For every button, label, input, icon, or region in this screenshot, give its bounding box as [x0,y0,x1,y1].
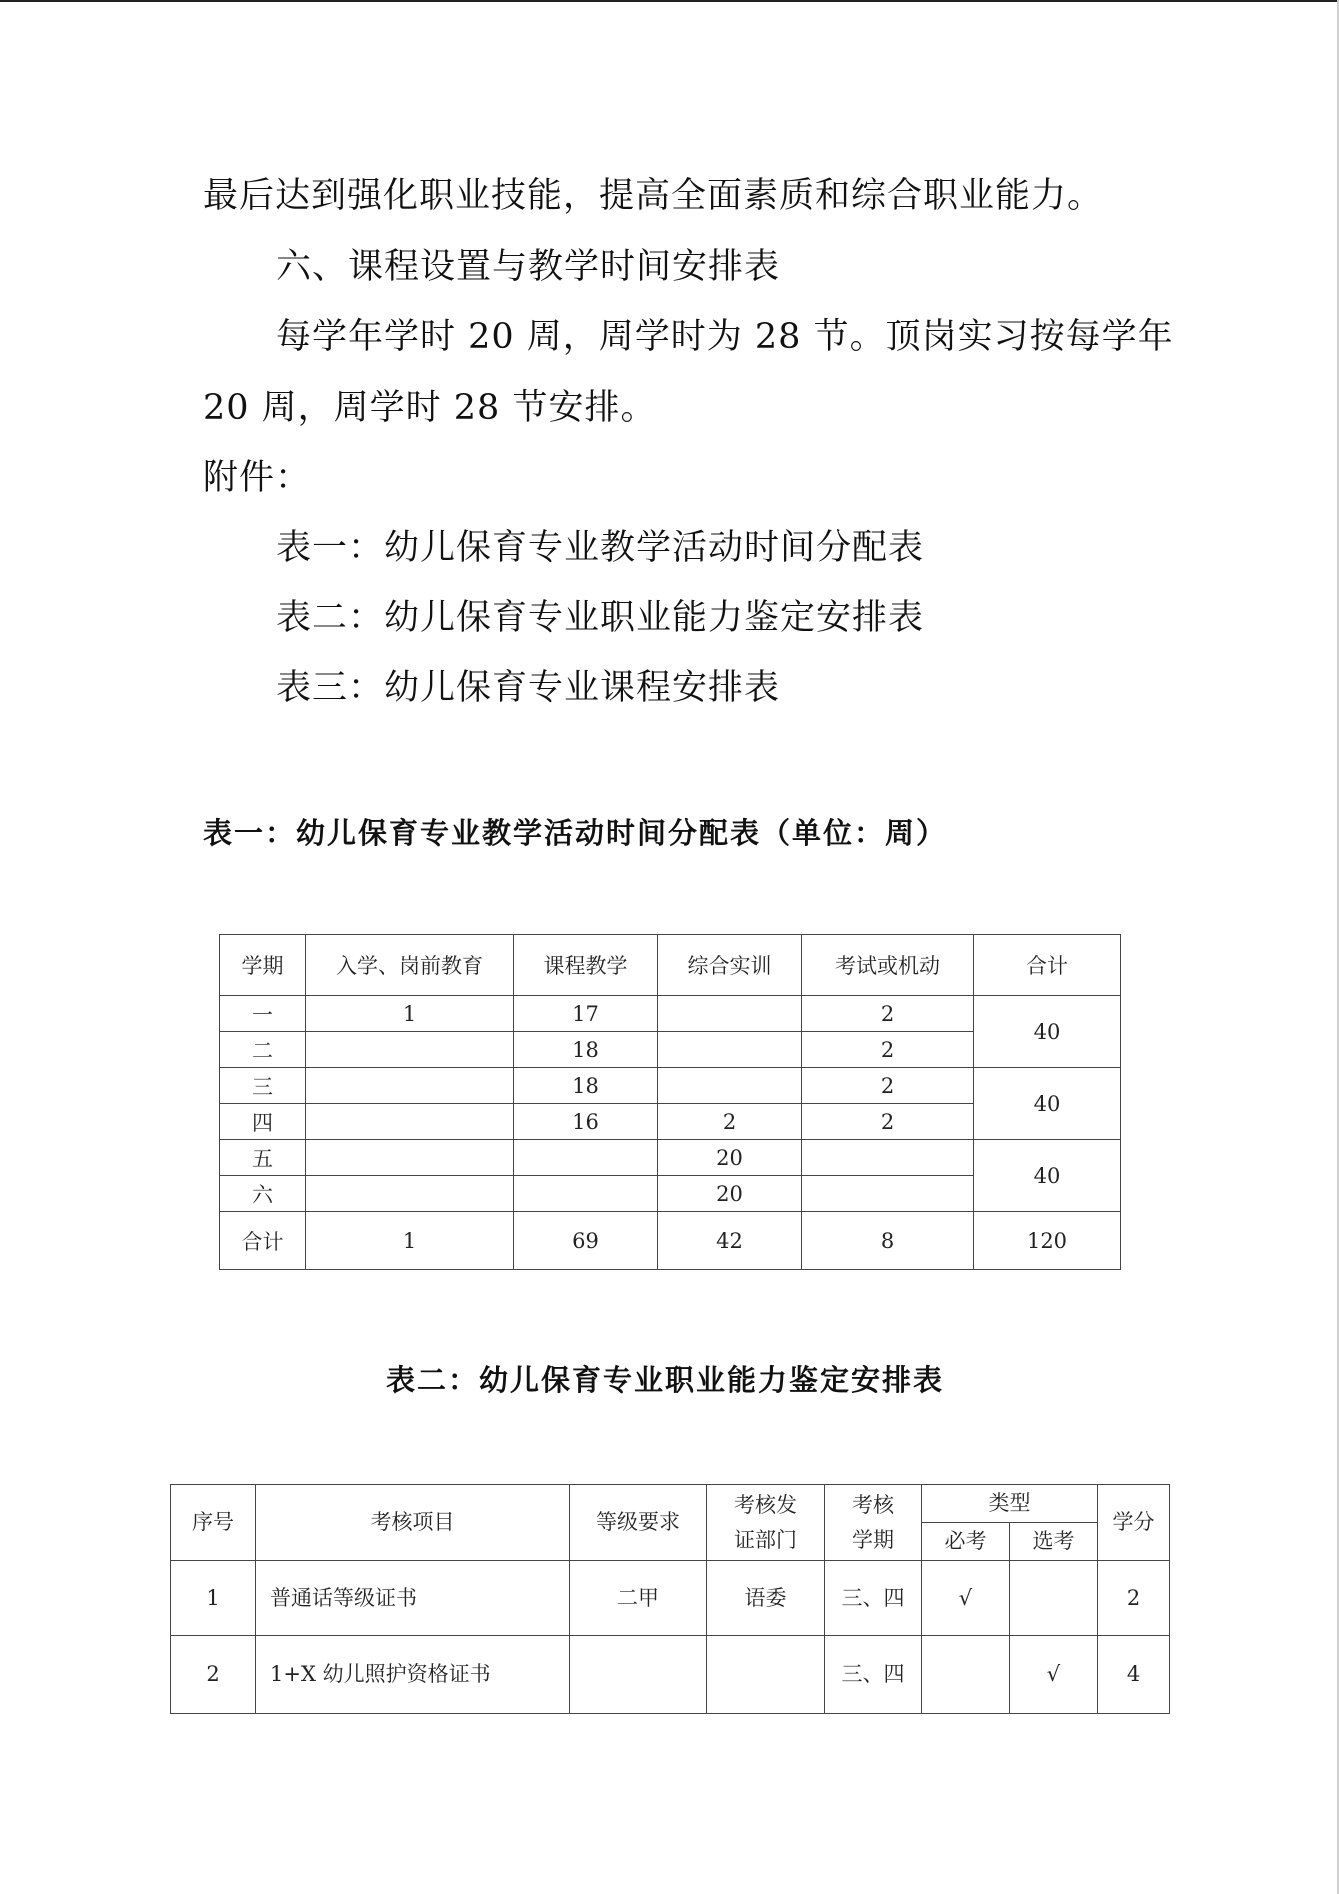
header-cell: 等级要求 [570,1485,707,1561]
table-cell: 18 [514,1032,658,1068]
table-cell [707,1636,825,1714]
table-cell: 20 [658,1176,802,1212]
table-cell [658,996,802,1032]
table-row [171,1636,1170,1714]
table-row [220,1140,1121,1176]
attachment-item: 表三：幼儿保育专业课程安排表 [276,668,781,708]
header-cell: 学分 [1098,1485,1170,1561]
table-cell: 三、四 [825,1561,922,1636]
table-cell [514,1140,658,1176]
table-cell [802,1176,974,1212]
total-cell: 69 [514,1212,658,1270]
table-cell: 四 [220,1104,306,1140]
table-row [171,1561,1170,1636]
section-heading: 六、课程设置与教学时间安排表 [276,247,781,287]
table-cell [802,1140,974,1176]
attachment-item: 表二：幼儿保育专业职业能力鉴定安排表 [276,598,925,638]
table-cell: 二甲 [570,1561,707,1636]
table-cell: 17 [514,996,658,1032]
table-cell [306,1140,514,1176]
table-cell: 4 [1098,1636,1170,1714]
table-cell [306,1068,514,1104]
table-cell: 二 [220,1032,306,1068]
header-cell [707,1485,825,1561]
check-cell: √ [1010,1636,1098,1714]
total-cell: 8 [802,1212,974,1270]
table-cell: 三 [220,1068,306,1104]
total-cell: 合计 [220,1212,306,1270]
table-cell: 2 [802,1068,974,1104]
header-cell: 学期 [220,935,306,996]
header-cell: 课程教学 [514,935,658,996]
table-cell: 1 [306,996,514,1032]
table-cell [658,1032,802,1068]
table-cell: 1 [171,1561,256,1636]
check-cell [922,1636,1010,1714]
header-cell: 选考 [1010,1523,1098,1561]
table1-title: 表一：幼儿保育专业教学活动时间分配表（单位：周） [203,816,948,850]
table-cell [514,1176,658,1212]
total-cell: 1 [306,1212,514,1270]
attachments-label: 附件： [203,458,312,498]
header-cell: 考试或机动 [802,935,974,996]
table-cell [306,1104,514,1140]
table-cell: 五 [220,1140,306,1176]
year-total-cell: 40 [974,1068,1121,1140]
table-cell: 2 [658,1104,802,1140]
table-header-row [171,1485,1170,1523]
table-cell [306,1032,514,1068]
table-cell: 三、四 [825,1636,922,1714]
attachment-item: 表一：幼儿保育专业教学活动时间分配表 [276,528,925,568]
skill-assessment-table [170,1484,1170,1714]
time-allocation-table [219,934,1121,1270]
header-cell: 合计 [974,935,1121,996]
table-cell: 2 [802,996,974,1032]
table-cell: 六 [220,1176,306,1212]
table-cell: 普通话等级证书 [256,1561,570,1636]
header-cell: 考核项目 [256,1485,570,1561]
table-cell: 2 [171,1636,256,1714]
header-line: 考核发 [734,1492,797,1517]
header-cell: 综合实训 [658,935,802,996]
header-line: 考核 [852,1492,894,1517]
table-cell: 语委 [707,1561,825,1636]
table-cell: 1+X 幼儿照护资格证书 [256,1636,570,1714]
header-line: 证部门 [734,1527,797,1552]
check-cell: √ [922,1561,1010,1636]
check-cell [1010,1561,1098,1636]
table-cell [658,1068,802,1104]
table-total-row [220,1212,1121,1270]
total-cell: 120 [974,1212,1121,1270]
table2-title: 表二：幼儿保育专业职业能力鉴定安排表 [386,1363,945,1397]
header-cell: 类型 [922,1485,1098,1523]
table-row [220,996,1121,1032]
paragraph-line: 每学年学时 20 周，周学时为 28 节。顶岗实习按每学年 [276,317,1174,357]
paragraph-line: 20 周，周学时 28 节安排。 [203,388,657,428]
header-cell: 必考 [922,1523,1010,1561]
table-cell: 18 [514,1068,658,1104]
table-cell [306,1176,514,1212]
table-cell [570,1636,707,1714]
table-cell: 2 [1098,1561,1170,1636]
table-header-row [220,935,1121,996]
paragraph-line: 最后达到强化职业技能，提高全面素质和综合职业能力。 [203,176,1104,216]
header-cell [825,1485,922,1561]
header-cell: 序号 [171,1485,256,1561]
year-total-cell: 40 [974,1140,1121,1212]
table-cell: 2 [802,1104,974,1140]
table-row [220,1068,1121,1104]
table-cell: 20 [658,1140,802,1176]
table-cell: 16 [514,1104,658,1140]
header-line: 学期 [852,1527,894,1552]
page-top-border [0,0,1339,2]
year-total-cell: 40 [974,996,1121,1068]
header-cell: 入学、岗前教育 [306,935,514,996]
table-cell: 2 [802,1032,974,1068]
total-cell: 42 [658,1212,802,1270]
table-cell: 一 [220,996,306,1032]
